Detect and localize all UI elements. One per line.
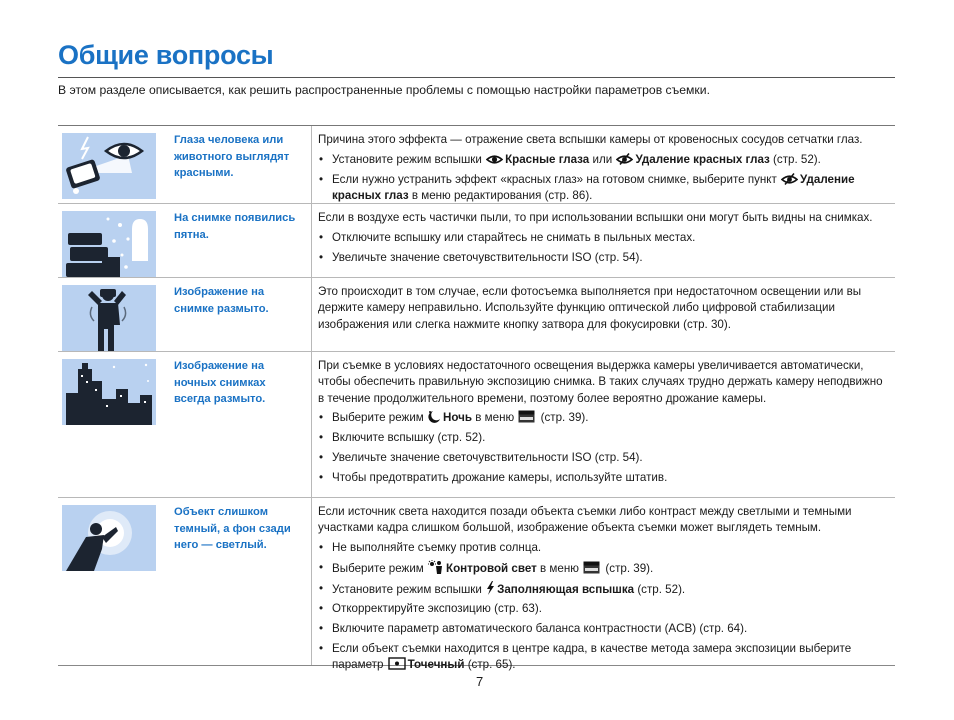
night-moon-icon <box>428 410 441 423</box>
question-label: Объект слишком темный, а фон сзади него — светлый. <box>166 498 312 665</box>
answer-cell <box>312 278 895 351</box>
scene-mode-icon <box>518 410 535 423</box>
question-label: Изображение на ночных снимках всегда размыто. <box>166 352 312 497</box>
row-illustration <box>58 352 166 497</box>
list-item: • Отключите вспышку или старайтесь не снимать в пыльных местах. <box>318 230 891 246</box>
answer-cell <box>312 498 895 672</box>
section-intro: В этом разделе описывается, как решить распространенные проблемы с помощью настройки параметров съемки. <box>58 83 710 97</box>
backlit-subject-illustration-icon <box>62 505 156 571</box>
dust-spots-illustration-icon <box>62 211 156 277</box>
row-illustration <box>58 204 166 277</box>
row-illustration <box>58 498 166 665</box>
page-title: Общие вопросы <box>58 40 274 70</box>
answer-intro: Причина этого эффекта — отражение света вспышки камеры от кровеносных сосудов сетчатки глаз. <box>318 133 863 146</box>
list-item: • Не выполняйте съемку против солнца. <box>318 540 891 556</box>
list-item: • Выберите режим Контровой свет в меню (стр. 39). <box>318 560 891 577</box>
table-row <box>58 278 895 352</box>
list-item: • Включите вспышку (стр. 52). <box>318 430 891 446</box>
page-number: 7 <box>476 674 484 689</box>
answer-cell <box>312 126 895 203</box>
red-eye-icon <box>486 154 503 165</box>
list-item: • Включите параметр автоматического баланса контрастности (ACB) (стр. 64). <box>318 621 891 637</box>
flash-icon <box>486 581 495 595</box>
answer-intro: Это происходит в том случае, если фотосъемка выполняется при недостаточном освещении или вы держите камеру неправильно. Используйте функцию оптической либо цифровой стабилизации изображения или слегка нажмите кнопку затвора для фокусировки (стр. 30). <box>318 285 862 331</box>
table-row <box>58 204 895 278</box>
night-city-illustration-icon <box>62 359 156 425</box>
list-item: • Увеличьте значение светочувствительности ISO (стр. 54). <box>318 250 891 266</box>
list-item: • Установите режим вспышки Заполняющая вспышка (стр. 52). <box>318 581 891 598</box>
list-item: • Если нужно устранить эффект «красных глаз» на готовом снимке, выберите пункт Удаление красных глаз в меню редактирования (стр. 86). <box>318 172 891 205</box>
answer-cell <box>312 204 895 277</box>
spot-metering-icon <box>388 657 406 670</box>
blurry-photographer-illustration-icon <box>62 285 156 351</box>
troubleshooting-table <box>58 125 895 672</box>
list-item: • Увеличьте значение светочувствительности ISO (стр. 54). <box>318 450 891 466</box>
table-row <box>58 498 895 672</box>
backlight-icon <box>428 560 444 574</box>
table-row <box>58 126 895 204</box>
row-illustration <box>58 278 166 351</box>
list-item: • Чтобы предотвратить дрожание камеры, используйте штатив. <box>318 470 891 486</box>
red-eye-illustration-icon <box>62 133 156 199</box>
answer-cell <box>312 352 895 497</box>
red-eye-fix-icon <box>616 153 633 165</box>
question-label: На снимке появились пятна. <box>166 204 312 277</box>
red-eye-fix-icon <box>781 173 798 185</box>
title-divider <box>58 77 895 78</box>
list-item: • Установите режим вспышки Красные глаза или Удаление красных глаз (стр. 52). <box>318 152 891 168</box>
question-label: Изображение на снимке размыто. <box>166 278 312 351</box>
row-illustration <box>58 126 166 203</box>
list-item: • Если объект съемки находится в центре кадра, в качестве метода замера экспозиции выберите параметр Точечный (стр. 65). <box>318 641 891 674</box>
scene-mode-icon <box>583 561 600 574</box>
answer-intro: Если источник света находится позади объекта съемки либо контраст между светлыми и темными участками кадра слишком большой, изображение объекта съемки может выглядеть темным. <box>318 505 852 535</box>
answer-intro: При съемке в условиях недостаточного освещения выдержка камеры увеличивается автоматически, чтобы обеспечить правильную экспозицию снимка. В таких случаях трудно держать камеру неподвижно в течение продолжительного времени, поэтому более вероятно дрожание камеры. <box>318 359 883 405</box>
list-item: • Откорректируйте экспозицию (стр. 63). <box>318 601 891 617</box>
answer-intro: Если в воздухе есть частички пыли, то при использовании вспышки они могут быть видны на снимках. <box>318 211 873 224</box>
list-item: • Выберите режим Ночь в меню (стр. 39). <box>318 410 891 426</box>
question-label: Глаза человека или животного выглядят красными. <box>166 126 312 203</box>
table-row <box>58 352 895 498</box>
